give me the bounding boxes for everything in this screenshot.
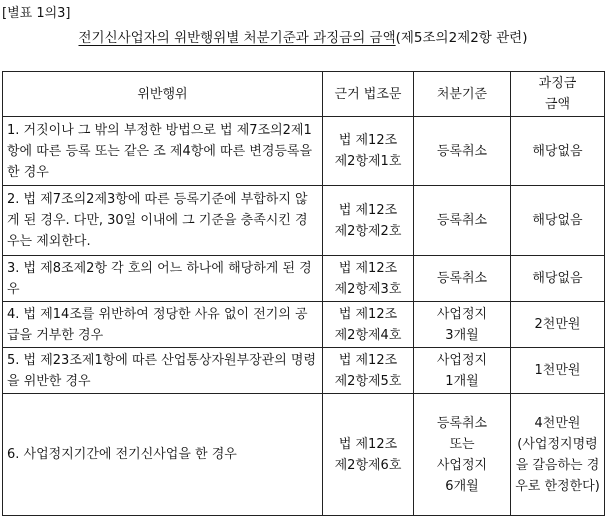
table-row: [3, 394, 605, 516]
penalty-cell: [511, 256, 605, 302]
violation-cell-text: 5. 법 제23조제1항에 따른 산업통상자원부장관의 명령을 위반한 경우: [7, 352, 317, 389]
column-header-violation: 위반행위: [3, 72, 323, 117]
penalty-cell-text: 4천만원 (사업정지명령을 갈음하는 경우로 한정한다): [515, 415, 600, 494]
legal-basis-cell-text: 법 제12조 제2항제2호: [334, 202, 402, 239]
table-row: [3, 302, 605, 348]
legal-basis-cell: [323, 302, 414, 348]
disposition-cell: [414, 117, 511, 186]
legal-basis-cell: [323, 186, 414, 256]
table-row: [3, 256, 605, 302]
disposition-cell: [414, 302, 511, 348]
violation-cell-text: 1. 거짓이나 그 밖의 부정한 방법으로 법 제7조의2제1항에 따른 등록 또는 같은 조 제4항에 따른 변경등록을 한 경우: [7, 122, 313, 180]
violation-cell: [3, 256, 323, 302]
legal-basis-cell: [323, 394, 414, 516]
legal-basis-cell-text: 법 제12조 제2항제1호: [334, 133, 402, 169]
violation-cell: [3, 186, 323, 256]
table-header-row: [3, 72, 605, 117]
legal-basis-cell-text: 법 제12조 제2항제6호: [334, 436, 402, 473]
violation-cell: [3, 348, 323, 394]
disposition-cell-text: 등록취소: [436, 213, 488, 228]
penalty-cell-text: 1천만원: [534, 363, 581, 378]
legal-basis-cell-text: 법 제12조 제2항제4호: [334, 306, 402, 343]
penalty-cell-text: 해당없음: [532, 213, 583, 228]
penalty-cell: [511, 186, 605, 256]
penalty-cell: [511, 348, 605, 394]
table-row: [3, 186, 605, 256]
penalty-cell-text: 해당없음: [532, 271, 583, 286]
title-main: 전기신사업자의 위반행위별 처분기준과 과징금의 금액: [78, 30, 396, 46]
violation-cell-text: 2. 법 제7조의2제3항에 따른 등록기준에 부합하지 않게 된 경우. 다만, 30일 이내에 그 기준을 충족시킨 경우는 제외한다.: [7, 192, 308, 249]
disposition-cell: [414, 256, 511, 302]
penalty-cell: [511, 117, 605, 186]
penalty-table: [2, 71, 605, 516]
legal-basis-cell: [323, 117, 414, 186]
title-reference: (제5조의2제2항 관련): [395, 30, 528, 46]
table-row: [3, 348, 605, 394]
legal-basis-cell: [323, 256, 414, 302]
disposition-cell: [414, 394, 511, 516]
column-header-penalty: [511, 72, 605, 117]
table-label: [별표 1의3]: [2, 6, 71, 21]
column-header-legal-basis: 근거 법조문: [323, 72, 414, 117]
penalty-cell: [511, 302, 605, 348]
disposition-cell-text: 사업정지 3개월: [436, 306, 488, 343]
disposition-cell: [414, 348, 511, 394]
legal-basis-cell-text: 법 제12조 제2항제5호: [334, 352, 402, 389]
disposition-cell-text: 등록취소 또는 사업정지 6개월: [436, 415, 488, 494]
violation-cell-text: 4. 법 제14조를 위반하여 정당한 사유 없이 전기의 공급을 거부한 경우: [7, 306, 308, 343]
table-row: [3, 117, 605, 186]
column-header-penalty-text: 과징금 금액: [538, 76, 577, 112]
violation-cell: [3, 302, 323, 348]
violation-cell-text: 3. 법 제8조제2항 각 호의 어느 하나에 해당하게 된 경우: [7, 260, 312, 297]
disposition-cell: [414, 186, 511, 256]
penalty-cell-text: 해당없음: [532, 143, 583, 159]
violation-cell: [3, 394, 323, 516]
page-title: [0, 26, 606, 46]
violation-cell-text: 6. 사업정지기간에 전기신사업을 한 경우: [7, 447, 237, 462]
penalty-cell-text: 2천만원: [534, 317, 581, 332]
penalty-cell: [511, 394, 605, 516]
legal-basis-cell-text: 법 제12조 제2항제3호: [334, 260, 402, 297]
disposition-cell-text: 등록취소: [436, 271, 488, 286]
column-header-disposition: 처분기준: [414, 72, 511, 117]
legal-basis-cell: [323, 348, 414, 394]
violation-cell: [3, 117, 323, 186]
disposition-cell-text: 등록취소: [436, 143, 488, 159]
disposition-cell-text: 사업정지 1개월: [436, 352, 488, 389]
